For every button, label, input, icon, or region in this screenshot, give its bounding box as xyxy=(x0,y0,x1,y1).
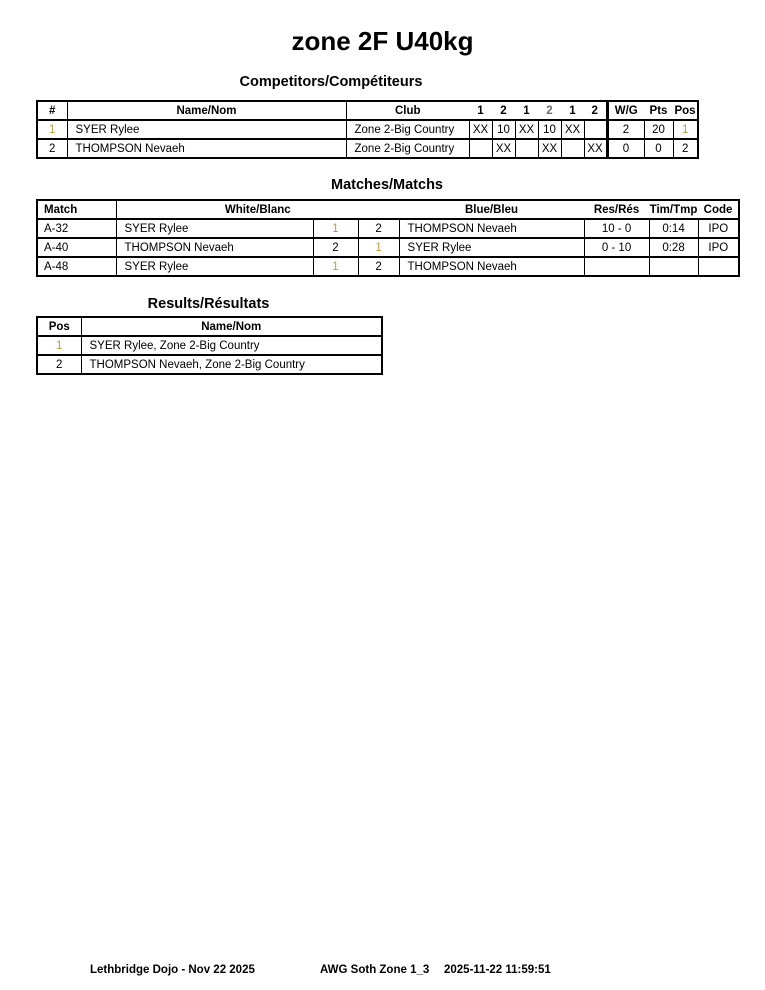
col-header-position: Pos xyxy=(48,320,70,333)
col-header-pts: Pts xyxy=(649,104,668,117)
col-header-number: # xyxy=(49,104,56,117)
competitor-points: 20 xyxy=(644,120,673,139)
competitor-club: Zone 2-Big Country xyxy=(346,120,469,139)
round-score: 10 xyxy=(492,120,515,139)
competitor-name: SYER Rylee xyxy=(67,120,346,139)
match-time xyxy=(649,257,698,276)
competitor-number: 2 xyxy=(49,142,56,155)
white-competitor-name: SYER Rylee xyxy=(116,219,313,238)
col-header-result: Res/Rés xyxy=(593,203,640,216)
results-heading: Results/Résultats xyxy=(147,296,270,312)
round-score xyxy=(584,120,607,139)
result-name: THOMPSON Nevaeh, Zone 2-Big Country xyxy=(81,355,382,374)
col-header-match: Match xyxy=(44,203,78,216)
competitor-points: 0 xyxy=(644,139,673,158)
match-result: 10 - 0 xyxy=(584,219,649,238)
competitor-position: 1 xyxy=(673,120,698,139)
results-header-row xyxy=(37,317,382,336)
match-row xyxy=(37,238,739,257)
blue-competitor-name: THOMPSON Nevaeh xyxy=(399,219,584,238)
match-id: A-48 xyxy=(44,260,69,273)
match-result xyxy=(584,257,649,276)
round-score: 10 xyxy=(538,120,561,139)
matches-header-row xyxy=(37,200,739,219)
footer-event-name: Lethbridge Dojo - Nov 22 2025 xyxy=(90,964,255,976)
competitors-header-row xyxy=(37,101,698,120)
competitor-wins: 2 xyxy=(607,120,644,139)
match-code xyxy=(698,257,739,276)
col-header-code: Code xyxy=(703,203,733,216)
col-header-white: White/Blanc xyxy=(116,200,399,219)
competitors-table xyxy=(36,100,699,159)
col-header-time: Tim/Tmp xyxy=(649,203,698,216)
competitor-club: Zone 2-Big Country xyxy=(346,139,469,158)
footer-bracket-name: AWG Soth Zone 1_3 xyxy=(320,964,430,976)
round-score xyxy=(561,139,584,158)
col-header-name: Name/Nom xyxy=(67,101,346,120)
competitor-name: THOMPSON Nevaeh xyxy=(67,139,346,158)
competitor-wins: 0 xyxy=(607,139,644,158)
match-code: IPO xyxy=(698,238,739,257)
col-header-round-1: 1 xyxy=(477,104,484,117)
round-score: XX xyxy=(561,120,584,139)
round-score xyxy=(469,139,492,158)
competitor-row xyxy=(37,139,698,158)
round-score: XX xyxy=(538,139,561,158)
round-score xyxy=(515,139,538,158)
col-header-blue: Blue/Bleu xyxy=(465,203,519,216)
page-title: zone 2F U40kg xyxy=(291,26,474,56)
result-position: 2 xyxy=(56,358,63,371)
competitor-position: 2 xyxy=(673,139,698,158)
white-competitor-number: 1 xyxy=(313,219,358,238)
result-position: 1 xyxy=(56,339,63,352)
footer-timestamp: 2025-11-22 11:59:51 xyxy=(444,964,551,976)
white-competitor-number: 1 xyxy=(313,257,358,276)
match-row xyxy=(37,257,739,276)
matches-table xyxy=(36,199,740,277)
blue-competitor-name: SYER Rylee xyxy=(399,238,584,257)
match-id: A-32 xyxy=(44,222,69,235)
col-header-pos: Pos xyxy=(674,104,696,117)
result-row xyxy=(37,336,382,355)
match-time: 0:14 xyxy=(649,219,698,238)
competitor-number: 1 xyxy=(49,123,56,136)
blue-competitor-number: 1 xyxy=(358,238,399,257)
matches-heading: Matches/Matchs xyxy=(330,177,443,193)
match-time: 0:28 xyxy=(649,238,698,257)
round-score: XX xyxy=(469,120,492,139)
col-header-club: Club xyxy=(346,101,469,120)
blue-competitor-name: THOMPSON Nevaeh xyxy=(399,257,584,276)
col-header-round-2: 2 xyxy=(500,104,507,117)
blue-competitor-number: 2 xyxy=(358,257,399,276)
round-score: XX xyxy=(492,139,515,158)
col-header-round-4: 2 xyxy=(546,104,553,117)
col-header-result-name: Name/Nom xyxy=(81,317,382,336)
col-header-wg: W/G xyxy=(607,101,644,120)
result-name: SYER Rylee, Zone 2-Big Country xyxy=(81,336,382,355)
white-competitor-number: 2 xyxy=(313,238,358,257)
match-code: IPO xyxy=(698,219,739,238)
round-score: XX xyxy=(584,139,607,158)
result-row xyxy=(37,355,382,374)
white-competitor-name: THOMPSON Nevaeh xyxy=(116,238,313,257)
round-score: XX xyxy=(515,120,538,139)
competitors-heading: Competitors/Compétiteurs xyxy=(239,74,423,90)
white-competitor-name: SYER Rylee xyxy=(116,257,313,276)
col-header-round-6: 2 xyxy=(591,104,598,117)
match-row xyxy=(37,219,739,238)
col-header-round-5: 1 xyxy=(569,104,576,117)
results-table xyxy=(36,316,383,375)
col-header-round-3: 1 xyxy=(523,104,530,117)
match-id: A-40 xyxy=(44,241,69,254)
match-result: 0 - 10 xyxy=(584,238,649,257)
blue-competitor-number: 2 xyxy=(358,219,399,238)
competitor-row xyxy=(37,120,698,139)
